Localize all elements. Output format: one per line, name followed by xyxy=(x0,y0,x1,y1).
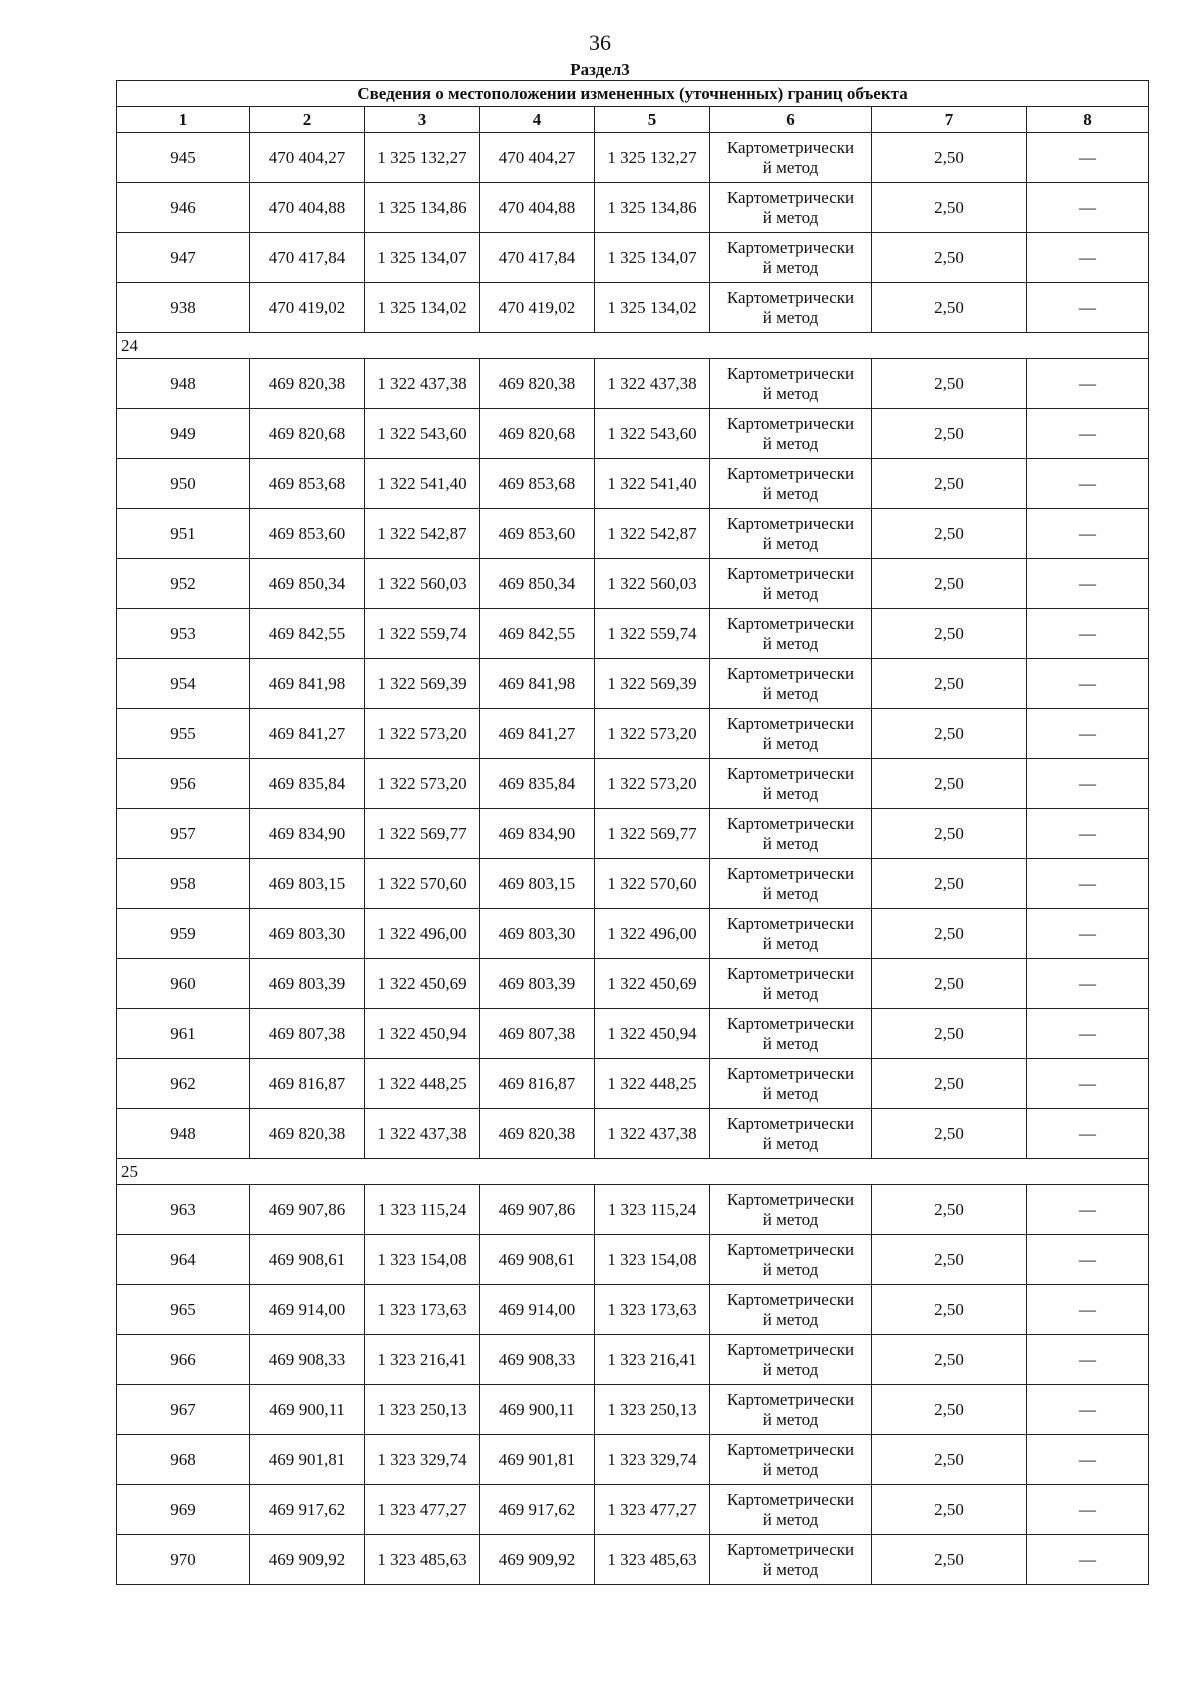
method-cell: Картометрически й метод xyxy=(710,1109,872,1159)
table-row xyxy=(117,283,1149,333)
y-new-cell: 1 323 477,27 xyxy=(595,1485,710,1535)
description-cell: — xyxy=(1027,1109,1149,1159)
accuracy-cell: 2,50 xyxy=(872,409,1027,459)
y-new-cell: 1 322 570,60 xyxy=(595,859,710,909)
method-cell: Картометрически й метод xyxy=(710,509,872,559)
accuracy-cell: 2,50 xyxy=(872,959,1027,1009)
description-cell: — xyxy=(1027,133,1149,183)
accuracy-cell: 2,50 xyxy=(872,1109,1027,1159)
y-new-cell: 1 323 250,13 xyxy=(595,1385,710,1435)
y-new-cell: 1 325 134,02 xyxy=(595,283,710,333)
description-cell: — xyxy=(1027,1485,1149,1535)
method-cell: Картометрически й метод xyxy=(710,609,872,659)
method-cell: Картометрически й метод xyxy=(710,909,872,959)
method-cell: Картометрически й метод xyxy=(710,183,872,233)
accuracy-cell: 2,50 xyxy=(872,1059,1027,1109)
x-existing-cell: 469 908,61 xyxy=(250,1235,365,1285)
y-existing-cell: 1 323 477,27 xyxy=(365,1485,480,1535)
group-row xyxy=(117,333,1149,359)
x-existing-cell: 469 835,84 xyxy=(250,759,365,809)
accuracy-cell: 2,50 xyxy=(872,859,1027,909)
x-existing-cell: 469 917,62 xyxy=(250,1485,365,1535)
table-row xyxy=(117,1335,1149,1385)
x-existing-cell: 469 803,30 xyxy=(250,909,365,959)
y-new-cell: 1 322 573,20 xyxy=(595,709,710,759)
y-new-cell: 1 323 173,63 xyxy=(595,1285,710,1335)
y-new-cell: 1 322 448,25 xyxy=(595,1059,710,1109)
x-new-cell: 469 820,38 xyxy=(480,359,595,409)
accuracy-cell: 2,50 xyxy=(872,183,1027,233)
x-existing-cell: 469 900,11 xyxy=(250,1385,365,1435)
method-cell: Картометрически й метод xyxy=(710,1285,872,1335)
x-existing-cell: 469 842,55 xyxy=(250,609,365,659)
x-new-cell: 469 901,81 xyxy=(480,1435,595,1485)
table-row xyxy=(117,759,1149,809)
y-new-cell: 1 322 569,77 xyxy=(595,809,710,859)
accuracy-cell: 2,50 xyxy=(872,559,1027,609)
x-new-cell: 469 835,84 xyxy=(480,759,595,809)
description-cell: — xyxy=(1027,283,1149,333)
point-number-cell: 955 xyxy=(117,709,250,759)
method-cell: Картометрически й метод xyxy=(710,1335,872,1385)
x-existing-cell: 469 834,90 xyxy=(250,809,365,859)
method-cell: Картометрически й метод xyxy=(710,359,872,409)
point-number-cell: 948 xyxy=(117,359,250,409)
table-row xyxy=(117,183,1149,233)
method-cell: Картометрически й метод xyxy=(710,1485,872,1535)
description-cell: — xyxy=(1027,559,1149,609)
y-existing-cell: 1 322 559,74 xyxy=(365,609,480,659)
description-cell: — xyxy=(1027,959,1149,1009)
column-header: 4 xyxy=(480,107,595,133)
y-existing-cell: 1 322 573,20 xyxy=(365,709,480,759)
point-number-cell: 965 xyxy=(117,1285,250,1335)
column-header: 3 xyxy=(365,107,480,133)
description-cell: — xyxy=(1027,1285,1149,1335)
x-existing-cell: 470 419,02 xyxy=(250,283,365,333)
y-existing-cell: 1 323 154,08 xyxy=(365,1235,480,1285)
description-cell: — xyxy=(1027,1059,1149,1109)
table-row xyxy=(117,609,1149,659)
method-cell: Картометрически й метод xyxy=(710,709,872,759)
y-existing-cell: 1 322 542,87 xyxy=(365,509,480,559)
x-new-cell: 469 853,68 xyxy=(480,459,595,509)
accuracy-cell: 2,50 xyxy=(872,1185,1027,1235)
x-new-cell: 469 807,38 xyxy=(480,1009,595,1059)
point-number-cell: 952 xyxy=(117,559,250,609)
y-new-cell: 1 322 450,69 xyxy=(595,959,710,1009)
table-body xyxy=(117,133,1149,1585)
table-row xyxy=(117,133,1149,183)
method-cell: Картометрически й метод xyxy=(710,409,872,459)
x-new-cell: 469 853,60 xyxy=(480,509,595,559)
table-row xyxy=(117,1285,1149,1335)
point-number-cell: 947 xyxy=(117,233,250,283)
y-new-cell: 1 323 115,24 xyxy=(595,1185,710,1235)
x-new-cell: 470 419,02 xyxy=(480,283,595,333)
y-existing-cell: 1 322 450,94 xyxy=(365,1009,480,1059)
x-existing-cell: 469 907,86 xyxy=(250,1185,365,1235)
y-existing-cell: 1 323 329,74 xyxy=(365,1435,480,1485)
point-number-cell: 967 xyxy=(117,1385,250,1435)
accuracy-cell: 2,50 xyxy=(872,509,1027,559)
method-cell: Картометрически й метод xyxy=(710,233,872,283)
point-number-cell: 948 xyxy=(117,1109,250,1159)
point-number-cell: 961 xyxy=(117,1009,250,1059)
x-existing-cell: 469 820,68 xyxy=(250,409,365,459)
x-existing-cell: 469 841,27 xyxy=(250,709,365,759)
table-row xyxy=(117,1185,1149,1235)
y-new-cell: 1 323 329,74 xyxy=(595,1435,710,1485)
method-cell: Картометрически й метод xyxy=(710,1185,872,1235)
y-existing-cell: 1 323 216,41 xyxy=(365,1335,480,1385)
group-row xyxy=(117,1159,1149,1185)
y-existing-cell: 1 322 569,77 xyxy=(365,809,480,859)
table-row xyxy=(117,659,1149,709)
x-new-cell: 469 850,34 xyxy=(480,559,595,609)
column-header: 1 xyxy=(117,107,250,133)
table-row xyxy=(117,909,1149,959)
x-existing-cell: 469 803,39 xyxy=(250,959,365,1009)
x-existing-cell: 470 417,84 xyxy=(250,233,365,283)
point-number-cell: 957 xyxy=(117,809,250,859)
table-row xyxy=(117,233,1149,283)
point-number-cell: 938 xyxy=(117,283,250,333)
method-cell: Картометрически й метод xyxy=(710,1009,872,1059)
x-existing-cell: 469 807,38 xyxy=(250,1009,365,1059)
accuracy-cell: 2,50 xyxy=(872,283,1027,333)
table-row xyxy=(117,1535,1149,1585)
column-header: 7 xyxy=(872,107,1027,133)
y-existing-cell: 1 322 573,20 xyxy=(365,759,480,809)
method-cell: Картометрически й метод xyxy=(710,459,872,509)
accuracy-cell: 2,50 xyxy=(872,1285,1027,1335)
page-number: 36 xyxy=(589,30,611,55)
method-cell: Картометрически й метод xyxy=(710,659,872,709)
point-number-cell: 964 xyxy=(117,1235,250,1285)
y-new-cell: 1 323 216,41 xyxy=(595,1335,710,1385)
y-new-cell: 1 325 134,86 xyxy=(595,183,710,233)
point-number-cell: 954 xyxy=(117,659,250,709)
group-label: 24 xyxy=(117,333,1149,359)
x-existing-cell: 469 820,38 xyxy=(250,359,365,409)
method-cell: Картометрически й метод xyxy=(710,1535,872,1585)
description-cell: — xyxy=(1027,359,1149,409)
accuracy-cell: 2,50 xyxy=(872,809,1027,859)
description-cell: — xyxy=(1027,1435,1149,1485)
x-existing-cell: 469 841,98 xyxy=(250,659,365,709)
column-header: 8 xyxy=(1027,107,1149,133)
y-new-cell: 1 322 541,40 xyxy=(595,459,710,509)
x-existing-cell: 469 853,60 xyxy=(250,509,365,559)
y-existing-cell: 1 323 173,63 xyxy=(365,1285,480,1335)
group-label: 25 xyxy=(117,1159,1149,1185)
method-cell: Картометрически й метод xyxy=(710,1435,872,1485)
accuracy-cell: 2,50 xyxy=(872,1009,1027,1059)
y-new-cell: 1 322 569,39 xyxy=(595,659,710,709)
x-new-cell: 469 907,86 xyxy=(480,1185,595,1235)
point-number-cell: 962 xyxy=(117,1059,250,1109)
table-row xyxy=(117,509,1149,559)
y-existing-cell: 1 325 134,02 xyxy=(365,283,480,333)
x-existing-cell: 469 820,38 xyxy=(250,1109,365,1159)
accuracy-cell: 2,50 xyxy=(872,659,1027,709)
y-existing-cell: 1 322 569,39 xyxy=(365,659,480,709)
method-cell: Картометрически й метод xyxy=(710,1059,872,1109)
description-cell: — xyxy=(1027,909,1149,959)
x-existing-cell: 469 909,92 xyxy=(250,1535,365,1585)
table-row xyxy=(117,1235,1149,1285)
point-number-cell: 968 xyxy=(117,1435,250,1485)
x-existing-cell: 469 803,15 xyxy=(250,859,365,909)
x-new-cell: 469 917,62 xyxy=(480,1485,595,1535)
column-header: 6 xyxy=(710,107,872,133)
method-cell: Картометрически й метод xyxy=(710,283,872,333)
point-number-cell: 966 xyxy=(117,1335,250,1385)
x-new-cell: 469 909,92 xyxy=(480,1535,595,1585)
point-number-cell: 956 xyxy=(117,759,250,809)
section-label: Раздел3 xyxy=(570,60,630,79)
x-new-cell: 469 820,68 xyxy=(480,409,595,459)
description-cell: — xyxy=(1027,759,1149,809)
y-new-cell: 1 322 437,38 xyxy=(595,1109,710,1159)
description-cell: — xyxy=(1027,1009,1149,1059)
description-cell: — xyxy=(1027,183,1149,233)
x-new-cell: 469 834,90 xyxy=(480,809,595,859)
table-row xyxy=(117,359,1149,409)
table-title: Сведения о местоположении измененных (уточненных) границ объекта xyxy=(117,81,1149,107)
y-existing-cell: 1 325 132,27 xyxy=(365,133,480,183)
x-new-cell: 469 803,15 xyxy=(480,859,595,909)
table-row xyxy=(117,859,1149,909)
point-number-cell: 949 xyxy=(117,409,250,459)
y-existing-cell: 1 322 570,60 xyxy=(365,859,480,909)
table-row xyxy=(117,959,1149,1009)
y-existing-cell: 1 322 541,40 xyxy=(365,459,480,509)
table-row xyxy=(117,1109,1149,1159)
description-cell: — xyxy=(1027,509,1149,559)
y-existing-cell: 1 325 134,86 xyxy=(365,183,480,233)
x-existing-cell: 469 901,81 xyxy=(250,1435,365,1485)
description-cell: — xyxy=(1027,233,1149,283)
y-new-cell: 1 323 485,63 xyxy=(595,1535,710,1585)
point-number-cell: 970 xyxy=(117,1535,250,1585)
x-new-cell: 469 841,98 xyxy=(480,659,595,709)
x-new-cell: 469 820,38 xyxy=(480,1109,595,1159)
x-new-cell: 469 803,30 xyxy=(480,909,595,959)
y-existing-cell: 1 322 437,38 xyxy=(365,359,480,409)
x-new-cell: 469 842,55 xyxy=(480,609,595,659)
column-header: 5 xyxy=(595,107,710,133)
table-row xyxy=(117,559,1149,609)
x-existing-cell: 469 908,33 xyxy=(250,1335,365,1385)
point-number-cell: 963 xyxy=(117,1185,250,1235)
y-new-cell: 1 322 437,38 xyxy=(595,359,710,409)
table-row xyxy=(117,409,1149,459)
x-new-cell: 470 417,84 xyxy=(480,233,595,283)
y-existing-cell: 1 322 543,60 xyxy=(365,409,480,459)
x-existing-cell: 469 914,00 xyxy=(250,1285,365,1335)
x-new-cell: 469 908,61 xyxy=(480,1235,595,1285)
method-cell: Картометрически й метод xyxy=(710,559,872,609)
x-existing-cell: 470 404,88 xyxy=(250,183,365,233)
description-cell: — xyxy=(1027,609,1149,659)
accuracy-cell: 2,50 xyxy=(872,1235,1027,1285)
y-new-cell: 1 322 450,94 xyxy=(595,1009,710,1059)
y-new-cell: 1 322 543,60 xyxy=(595,409,710,459)
accuracy-cell: 2,50 xyxy=(872,909,1027,959)
x-existing-cell: 469 816,87 xyxy=(250,1059,365,1109)
x-new-cell: 469 841,27 xyxy=(480,709,595,759)
x-new-cell: 470 404,27 xyxy=(480,133,595,183)
method-cell: Картометрически й метод xyxy=(710,1235,872,1285)
x-existing-cell: 470 404,27 xyxy=(250,133,365,183)
description-cell: — xyxy=(1027,659,1149,709)
accuracy-cell: 2,50 xyxy=(872,233,1027,283)
method-cell: Картометрически й метод xyxy=(710,809,872,859)
x-new-cell: 469 914,00 xyxy=(480,1285,595,1335)
x-new-cell: 470 404,88 xyxy=(480,183,595,233)
y-existing-cell: 1 323 115,24 xyxy=(365,1185,480,1235)
y-new-cell: 1 325 132,27 xyxy=(595,133,710,183)
column-header: 2 xyxy=(250,107,365,133)
accuracy-cell: 2,50 xyxy=(872,759,1027,809)
accuracy-cell: 2,50 xyxy=(872,609,1027,659)
description-cell: — xyxy=(1027,1185,1149,1235)
x-existing-cell: 469 853,68 xyxy=(250,459,365,509)
method-cell: Картометрически й метод xyxy=(710,759,872,809)
y-existing-cell: 1 322 450,69 xyxy=(365,959,480,1009)
x-new-cell: 469 908,33 xyxy=(480,1335,595,1385)
y-new-cell: 1 322 559,74 xyxy=(595,609,710,659)
description-cell: — xyxy=(1027,1235,1149,1285)
y-existing-cell: 1 322 560,03 xyxy=(365,559,480,609)
accuracy-cell: 2,50 xyxy=(872,709,1027,759)
accuracy-cell: 2,50 xyxy=(872,459,1027,509)
description-cell: — xyxy=(1027,809,1149,859)
y-new-cell: 1 322 560,03 xyxy=(595,559,710,609)
accuracy-cell: 2,50 xyxy=(872,1385,1027,1435)
description-cell: — xyxy=(1027,1335,1149,1385)
table-row xyxy=(117,459,1149,509)
y-existing-cell: 1 322 448,25 xyxy=(365,1059,480,1109)
method-cell: Картометрически й метод xyxy=(710,133,872,183)
accuracy-cell: 2,50 xyxy=(872,1535,1027,1585)
x-new-cell: 469 816,87 xyxy=(480,1059,595,1109)
description-cell: — xyxy=(1027,459,1149,509)
method-cell: Картометрически й метод xyxy=(710,1385,872,1435)
point-number-cell: 953 xyxy=(117,609,250,659)
y-existing-cell: 1 323 250,13 xyxy=(365,1385,480,1435)
table-row xyxy=(117,1485,1149,1535)
boundary-table xyxy=(116,80,1149,1585)
x-existing-cell: 469 850,34 xyxy=(250,559,365,609)
table-row xyxy=(117,1059,1149,1109)
y-new-cell: 1 322 573,20 xyxy=(595,759,710,809)
accuracy-cell: 2,50 xyxy=(872,1485,1027,1535)
accuracy-cell: 2,50 xyxy=(872,133,1027,183)
point-number-cell: 950 xyxy=(117,459,250,509)
x-new-cell: 469 803,39 xyxy=(480,959,595,1009)
table-row xyxy=(117,1009,1149,1059)
point-number-cell: 959 xyxy=(117,909,250,959)
y-existing-cell: 1 322 437,38 xyxy=(365,1109,480,1159)
point-number-cell: 960 xyxy=(117,959,250,1009)
table-row xyxy=(117,709,1149,759)
table-row xyxy=(117,1435,1149,1485)
method-cell: Картометрически й метод xyxy=(710,859,872,909)
point-number-cell: 945 xyxy=(117,133,250,183)
accuracy-cell: 2,50 xyxy=(872,1435,1027,1485)
accuracy-cell: 2,50 xyxy=(872,1335,1027,1385)
y-new-cell: 1 323 154,08 xyxy=(595,1235,710,1285)
description-cell: — xyxy=(1027,409,1149,459)
description-cell: — xyxy=(1027,859,1149,909)
table-row xyxy=(117,1385,1149,1435)
y-new-cell: 1 322 542,87 xyxy=(595,509,710,559)
description-cell: — xyxy=(1027,709,1149,759)
point-number-cell: 958 xyxy=(117,859,250,909)
y-existing-cell: 1 322 496,00 xyxy=(365,909,480,959)
y-new-cell: 1 325 134,07 xyxy=(595,233,710,283)
point-number-cell: 951 xyxy=(117,509,250,559)
description-cell: — xyxy=(1027,1385,1149,1435)
y-existing-cell: 1 323 485,63 xyxy=(365,1535,480,1585)
x-new-cell: 469 900,11 xyxy=(480,1385,595,1435)
table-row xyxy=(117,809,1149,859)
description-cell: — xyxy=(1027,1535,1149,1585)
point-number-cell: 946 xyxy=(117,183,250,233)
y-existing-cell: 1 325 134,07 xyxy=(365,233,480,283)
y-new-cell: 1 322 496,00 xyxy=(595,909,710,959)
accuracy-cell: 2,50 xyxy=(872,359,1027,409)
method-cell: Картометрически й метод xyxy=(710,959,872,1009)
point-number-cell: 969 xyxy=(117,1485,250,1535)
